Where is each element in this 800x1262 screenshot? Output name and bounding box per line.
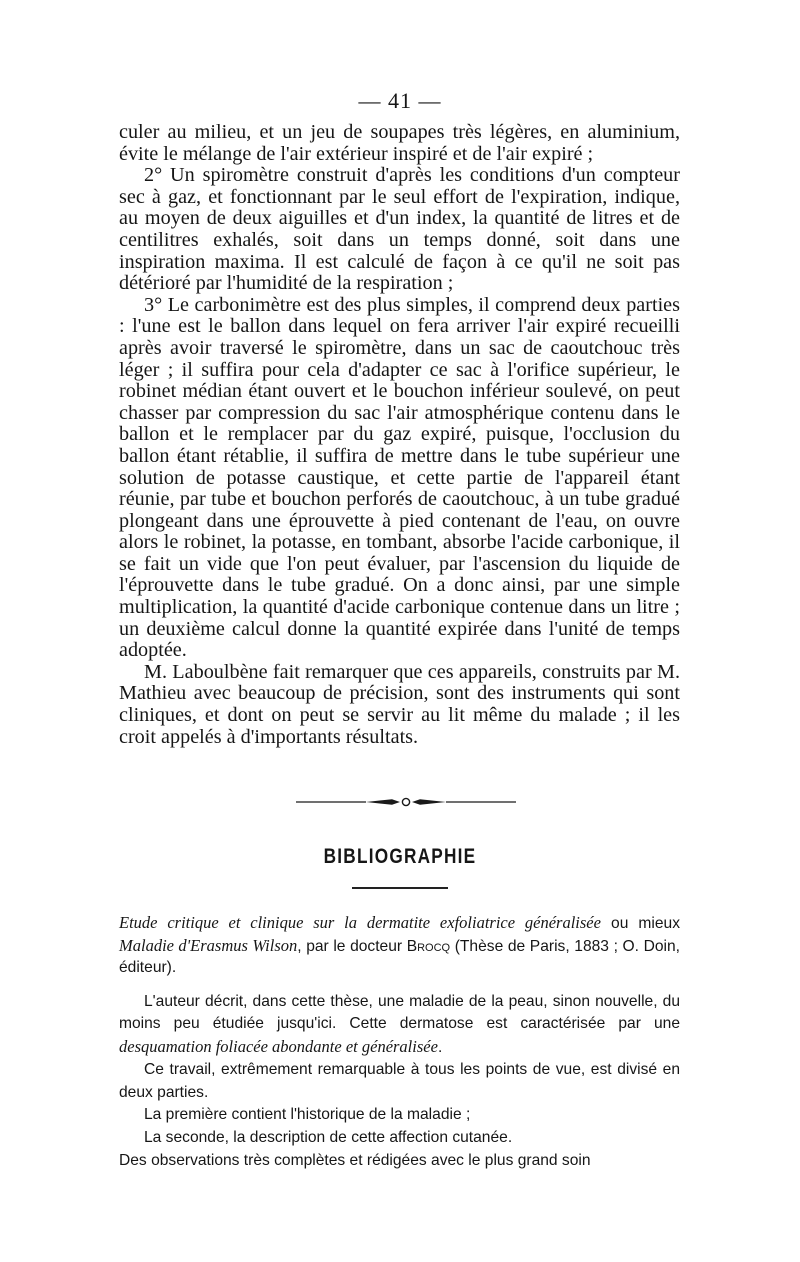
review-paragraph-parts: Ce travail, extrêmement remarquable à tous les points de vue, est divisé en deux parties.	[119, 1061, 680, 1101]
section-heading: BIBLIOGRAPHIE	[323, 845, 477, 868]
reference-publication: (Thèse de Paris, 1883 ; O. Doin, éditeur).	[119, 937, 680, 976]
review-period: .	[437, 1038, 443, 1056]
paragraph-spirometre: 2° Un spiromètre construit d'après les conditions d'un compteur sec à gaz, et fonctionnant par le seul effort de l'expiration, indique, au moyen de deux aiguilles et d'un index, la quantité de litres et de centilitres exhalés, soit dans un temps donné, soit dans une inspiration maxima. Il est calculé de façon à ce qu'il ne soit pas détérioré par l'humidité de la respiration ;	[119, 164, 680, 295]
reference-connector-author: , par le docteur	[297, 937, 407, 955]
review-paragraph-first-part: La première contient l'historique de la maladie ;	[144, 1106, 471, 1124]
paragraph-carbonimetre: 3° Le carbonimètre est des plus simples, il comprend deux parties : l'une est le ballon dans lequel on fera arriver l'air expiré recueilli après avoir traversé le spiromètre, dans un sac de caoutchouc très léger ; il suffira pour cela d'adapter ce sac à l'orifice supérieur, le robinet médian étant ouvert et le bouchon inférieur soulevé, on peut chasser par compression du sac l'air atmosphérique contenu dans le ballon et le remplacer par du gaz expiré, puisque, l'occlusion du ballon étant rétablie, il suffira de mettre dans le tube supérieur une solution de potasse caustique, et cette partie de l'appareil étant réunie, par tube et bouchon perforés de caoutchouc, à un tube gradué plongeant dans une éprouvette à pied contenant de l'eau, on ouvre alors le robinet, la potasse, en tombant, absorbe l'acide carbonique, il se fait un vide que l'on peut évaluer, par l'ascension du liquide de l'éprouvette dans le tube gradué. On a donc ainsi, par une simple multiplication, la quantité d'acide carbonique contenue dans un litre ; un deuxième calcul donne la quantité expirée dans l'unité de temps adoptée.	[119, 293, 680, 662]
bibliography-text	[119, 912, 680, 1172]
reference-title: Etude critique et clinique sur la dermatite exfoliatrice généralisée	[119, 913, 601, 932]
heading-rule	[352, 887, 448, 889]
review-paragraph-second-part: La seconde, la description de cette affection cutanée.	[144, 1129, 513, 1147]
paragraph-laboulbene: M. Laboulbène fait remarquer que ces appareils, construits par M. Mathieu avec beaucoup de précision, sont des instruments qui sont cliniques, et dont on peut se servir au lit même du malade ; il les croit appelés à d'importants résultats.	[119, 660, 680, 748]
paragraph-soupapes: culer au milieu, et un jeu de soupapes très légères, en aluminium, évite le mélange de l'air extérieur inspiré et de l'air expiré ;	[119, 121, 680, 165]
review-text: L'auteur décrit, dans cette thèse, une maladie de la peau, sinon nouvelle, du moins peu étudiée jusqu'ici. Cette dermatose est caractérisée par une	[119, 992, 680, 1033]
reference-author: Brocq	[406, 937, 451, 955]
bibliographic-reference	[119, 912, 680, 979]
reference-alt-title: Maladie d'Erasmus Wilson	[119, 935, 298, 955]
page-number: — 41 —	[358, 88, 442, 113]
body-text-upper	[119, 122, 680, 748]
review-paragraph-observations: Des observations très complètes et rédigées avec le plus grand soin	[119, 1151, 591, 1169]
review-paragraph-description	[119, 991, 680, 1060]
reference-connector: ou mieux	[600, 915, 681, 932]
ornamental-divider	[296, 792, 516, 812]
review-emphasis: desquamation foliacée abondante et généralisée	[119, 1036, 438, 1056]
